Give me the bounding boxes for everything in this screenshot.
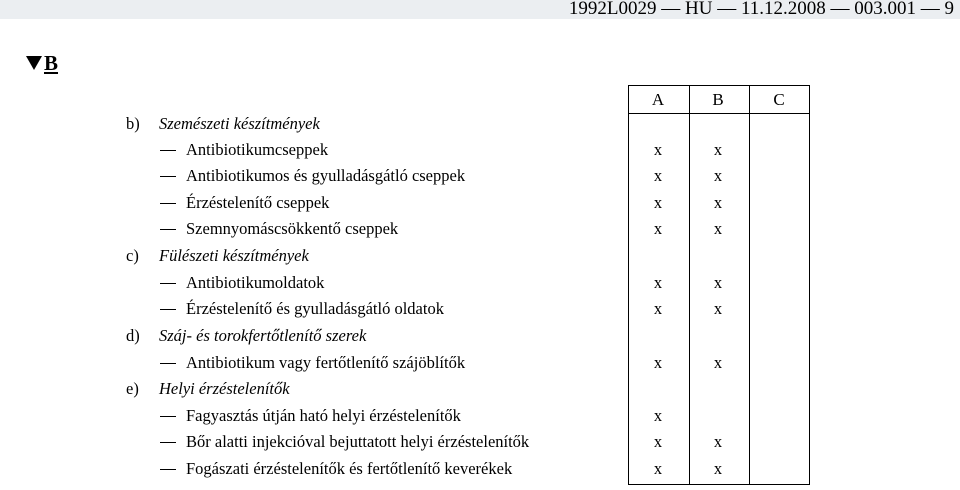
dash-bullet xyxy=(160,309,176,310)
section-title: Helyi érzéstelenítők xyxy=(159,379,290,398)
section-row xyxy=(0,243,960,269)
mark-b: x xyxy=(713,166,723,185)
mark-b: x xyxy=(713,140,723,159)
section-letter: c) xyxy=(126,246,139,265)
dash-bullet xyxy=(160,150,176,151)
mark-b: x xyxy=(713,299,723,318)
item-label: Érzéstelenítő cseppek xyxy=(186,193,330,212)
table-row xyxy=(0,350,960,376)
section-title: Száj- és torokfertőtlenítő szerek xyxy=(159,326,367,345)
dash-bullet xyxy=(160,203,176,204)
section-title: Fülészeti készítmények xyxy=(159,246,309,265)
dash-bullet xyxy=(160,229,176,230)
mark-b: x xyxy=(713,432,723,451)
item-label: Fagyasztás útján ható helyi érzéstelenítők xyxy=(186,406,461,425)
page-header xyxy=(0,0,960,19)
mark-a: x xyxy=(653,432,663,451)
table-row xyxy=(0,429,960,455)
item-label: Antibiotikum vagy fertőtlenítő szájöblítők xyxy=(186,353,466,372)
column-header-c: C xyxy=(773,90,785,109)
dash-bullet xyxy=(160,283,176,284)
triangle-down-icon xyxy=(26,56,42,70)
dash-bullet xyxy=(160,416,176,417)
section-row xyxy=(0,376,960,402)
mark-a: x xyxy=(653,299,663,318)
mark-b: x xyxy=(713,219,723,238)
document-reference: 1992L0029 — HU — 11.12.2008 — 003.001 — 9 xyxy=(568,0,954,19)
item-label: Szemnyomáscsökkentő cseppek xyxy=(186,219,399,238)
amendment-letter: B xyxy=(44,51,59,75)
table-row xyxy=(0,270,960,296)
mark-a: x xyxy=(653,166,663,185)
table-row xyxy=(0,163,960,189)
item-label: Bőr alatti injekcióval bejuttatott helyi érzéstelenítők xyxy=(186,432,530,451)
item-label: Antibiotikumos és gyulladásgátló cseppek xyxy=(186,166,466,185)
mark-a: x xyxy=(653,273,663,292)
mark-a: x xyxy=(653,406,663,425)
mark-b: x xyxy=(713,353,723,372)
dash-bullet xyxy=(160,469,176,470)
section-row xyxy=(0,111,960,137)
section-title: Szemészeti készítmények xyxy=(159,114,320,133)
mark-a: x xyxy=(653,219,663,238)
item-label: Antibiotikumcseppek xyxy=(186,140,329,159)
section-letter: e) xyxy=(126,379,139,398)
table-row xyxy=(0,403,960,429)
item-label: Antibiotikumoldatok xyxy=(186,273,325,292)
item-label: Fogászati érzéstelenítők és fertőtlenítő keverékek xyxy=(186,459,513,478)
section-row xyxy=(0,323,960,349)
mark-b: x xyxy=(713,459,723,478)
amendment-marker xyxy=(26,50,58,76)
table-row xyxy=(0,137,960,163)
dash-bullet xyxy=(160,363,176,364)
mark-a: x xyxy=(653,353,663,372)
table-row xyxy=(0,216,960,242)
table-row xyxy=(0,190,960,216)
mark-a: x xyxy=(653,140,663,159)
dash-bullet xyxy=(160,176,176,177)
section-letter: d) xyxy=(126,326,140,345)
dash-bullet xyxy=(160,442,176,443)
mark-b: x xyxy=(713,273,723,292)
section-letter: b) xyxy=(126,114,140,133)
column-header-b: B xyxy=(712,90,724,109)
item-label: Érzéstelenítő és gyulladásgátló oldatok xyxy=(186,299,444,318)
mark-b: x xyxy=(713,193,723,212)
column-header-a: A xyxy=(651,90,665,109)
mark-a: x xyxy=(653,459,663,478)
table-row xyxy=(0,456,960,482)
table-row xyxy=(0,296,960,322)
mark-a: x xyxy=(653,193,663,212)
